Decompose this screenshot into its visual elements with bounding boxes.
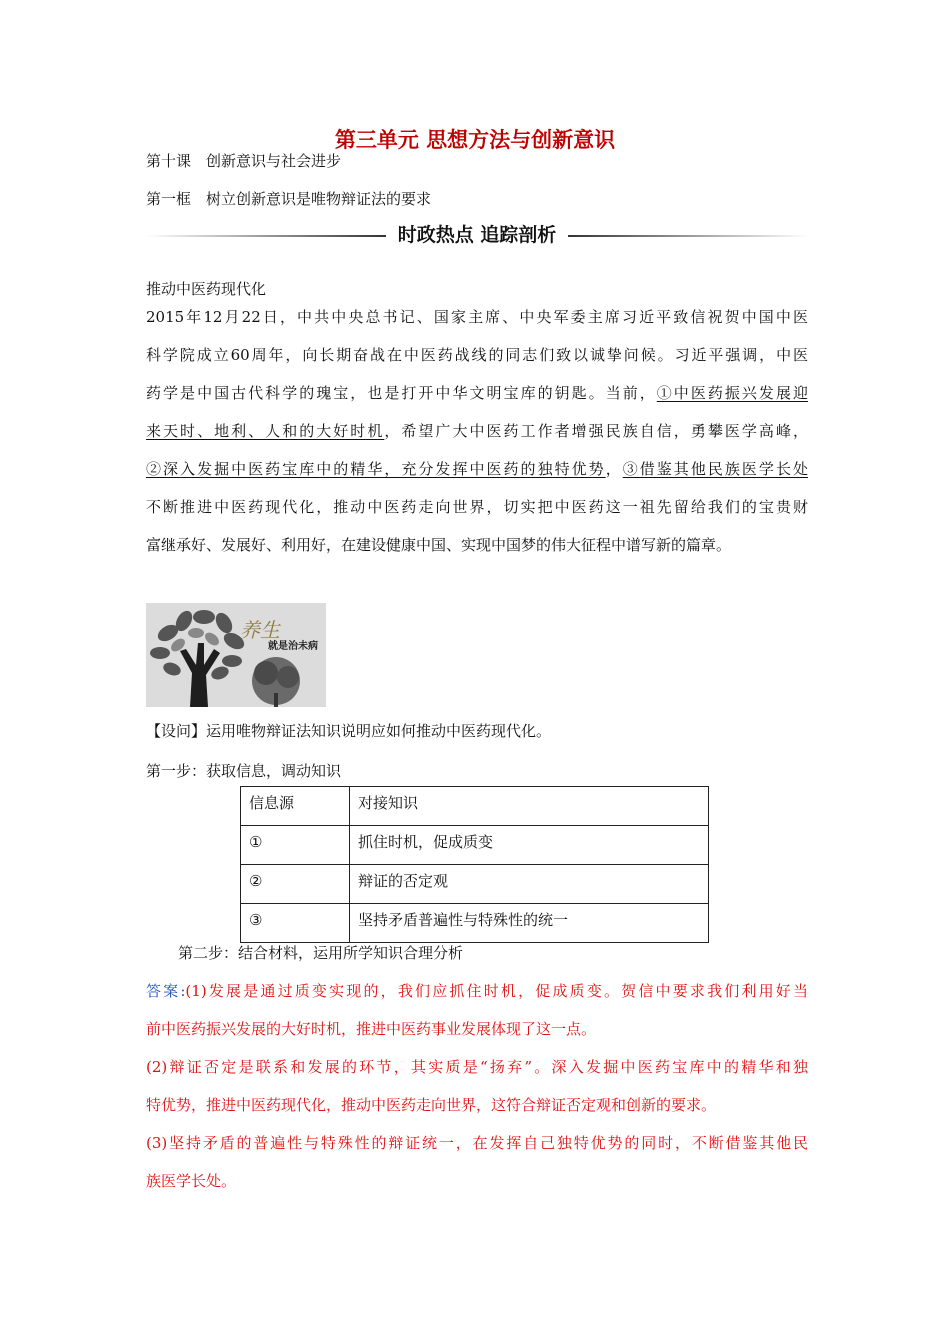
answer-label: 答案: [146, 982, 186, 1000]
frame-title: 第一框 树立创新意识是唯物辩证法的要求 [146, 190, 432, 208]
body-line: 药学是中国古代科学的瑰宝，也是打开中华文明宝库的钥匙。当前，①中医药振兴发展迎 [146, 384, 808, 402]
body-line: 富继承好、发展好、利用好，在建设健康中国、实现中国梦的伟大征程中谱写新的篇章。 [146, 536, 732, 554]
answer-line: 前中医药振兴发展的大好时机，推进中医药事业发展体现了这一点。 [146, 1020, 597, 1038]
answer-line: (2)辩证否定是联系和发展的环节，其实质是“扬弃”。深入发掘中医药宝库中的精华和独 [146, 1058, 808, 1076]
tree-illustration-icon [146, 603, 326, 707]
figure-subtitle: 就是治未病 [268, 641, 318, 652]
lesson-title: 第十课 创新意识与社会进步 [146, 152, 342, 170]
table-header: 对接知识 [350, 787, 709, 826]
underlined-point-2: ②深入发掘中医药宝库中的精华，充分发挥中医药的独特优势 [146, 460, 606, 478]
section-divider [146, 222, 808, 248]
table-cell: ③ [241, 904, 350, 943]
answer-line: (3)坚持矛盾的普遍性与特殊性的辩证统一，在发挥自己独特优势的同时，不断借鉴其他民 [146, 1134, 808, 1152]
material-heading: 推动中医药现代化 [146, 280, 267, 298]
underlined-point-1: ①中医药振兴发展迎 [656, 384, 808, 402]
table-cell: ② [241, 865, 350, 904]
table-row [241, 826, 709, 865]
table-cell: ① [241, 826, 350, 865]
divider-line-right [568, 235, 808, 237]
body-line: ②深入发掘中医药宝库中的精华，充分发挥中医药的独特优势，③借鉴其他民族医学长处 [146, 460, 808, 478]
answer-line: 族医学长处。 [146, 1172, 237, 1190]
table-cell: 坚持矛盾普遍性与特殊性的统一 [350, 904, 709, 943]
unit-title: 第三单元 思想方法与创新意识 [334, 128, 616, 152]
table-row [241, 865, 709, 904]
step-one: 第一步：获取信息，调动知识 [146, 762, 342, 780]
question-prompt: 【设问】运用唯物辩证法知识说明应如何推动中医药现代化。 [146, 722, 552, 740]
step-two: 第二步：结合材料，运用所学知识合理分析 [178, 944, 464, 962]
table-header-row [241, 787, 709, 826]
table-row [241, 904, 709, 943]
body-line: 来天时、地利、人和的大好时机，希望广大中医药工作者增强民族自信，勇攀医学高峰， [146, 422, 808, 440]
underlined-point-3: ③借鉴其他民族医学长处 [622, 460, 808, 478]
section-header: 时政热点 追踪剖析 [397, 224, 557, 246]
answer-line: 特优势，推进中医药现代化，推动中医药走向世界，这符合辩证否定观和创新的要求。 [146, 1096, 717, 1114]
body-line: 科学院成立60周年，向长期奋战在中医药战线的同志们致以诚挚问候。习近平强调，中医 [146, 346, 808, 364]
answer-line: 答案:(1)发展是通过质变实现的，我们应抓住时机，促成质变。贺信中要求我们利用好当 [146, 982, 808, 1000]
table-cell: 辩证的否定观 [350, 865, 709, 904]
tcm-illustration [146, 603, 326, 707]
material-body [146, 298, 808, 564]
table-cell: 抓住时机，促成质变 [350, 826, 709, 865]
figure-title: 养生 [240, 618, 280, 642]
underlined-point-1-cont: 来天时、地利、人和的大好时机 [146, 422, 385, 440]
answer-block [146, 976, 808, 1204]
body-line: 不断推进中医药现代化，推动中医药走向世界，切实把中医药这一祖先留给我们的宝贵财 [146, 498, 808, 516]
table-header: 信息源 [241, 787, 350, 826]
knowledge-table [240, 786, 709, 943]
body-line: 2015年12月22日，中共中央总书记、国家主席、中央军委主席习近平致信祝贺中国中医 [146, 308, 808, 326]
